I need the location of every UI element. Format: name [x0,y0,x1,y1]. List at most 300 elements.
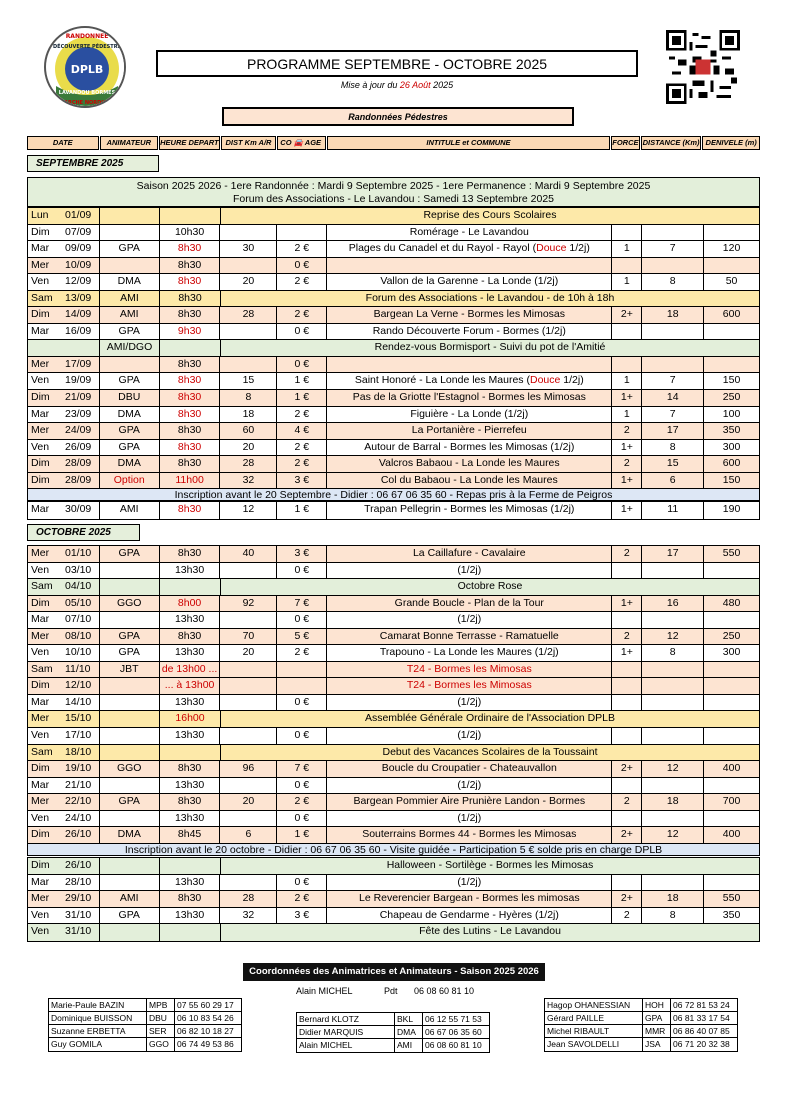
intitule-cell: Rando Découverte Forum - Bormes (1/2j) [327,324,612,340]
force-cell [612,258,642,274]
table-row [28,291,759,308]
intitule-cell: (1/2j) [327,875,612,891]
distance-cell [642,662,704,678]
date-cell: Mer 15/10 [28,711,100,727]
distance-cell [642,875,704,891]
force-cell: 2+ [612,761,642,777]
dist-ar-cell [220,324,277,340]
force-cell: 1+ [612,390,642,406]
distance-cell: 12 [642,827,704,844]
contact-code: SER [147,1025,175,1037]
heure-cell: 13h30 [160,908,221,924]
covoit-cell: 0 € [277,695,327,711]
intitule-cell: T24 - Bormes les Mimosas [327,662,612,678]
denivele-cell [704,728,759,744]
force-cell: 2+ [612,307,642,323]
denivele-cell [704,357,759,373]
denivele-cell: 600 [722,457,741,470]
contact-phone: 06 08 60 81 10 [425,1040,482,1050]
contacts-right [544,998,738,1052]
qr-code[interactable] [666,30,740,104]
date-cell: Mer 29/10 [28,891,100,907]
heure-cell: 8h30 [160,423,221,439]
heure-cell: 8h30 [160,407,221,423]
force-cell: 2 [612,546,642,562]
contact-name: Jean SAVOLDELLI [545,1038,643,1051]
distance-cell: 17 [642,423,704,439]
table-row [28,612,759,629]
dist-ar-cell [220,563,277,579]
heure-cell: 8h30 [160,291,221,307]
animateur-cell [100,711,160,727]
dplb-logo [44,26,126,108]
force-cell [612,811,642,827]
heure-cell: 8h30 [160,794,221,810]
covoit-cell: 2 € [277,307,327,323]
table-row [28,645,759,662]
contact-name: Guy GOMILA [49,1038,147,1051]
table-row [28,662,759,679]
table-row [28,546,759,563]
animateur-cell [100,924,160,941]
page-title: PROGRAMME SEPTEMBRE - OCTOBRE 2025 [156,50,638,77]
intitule-cell: Chapeau de Gendarme - Hyères (1/2j) [327,908,612,924]
table-row [28,473,759,490]
covoit-cell: 2 € [277,456,327,472]
event-cell: Reprise des Cours Scolaires [423,209,557,221]
col-intitule: INTITULE et COMMUNE [327,136,610,150]
date-cell: Mar 07/10 [28,612,100,628]
covoit-cell: 2 € [277,891,327,907]
date-cell: Mer 10/09 [28,258,100,274]
animateur-cell: Option [100,473,160,490]
table-row [28,794,759,811]
intitule-cell: Le Reverencier Bargean - Bormes les mimosas [327,891,612,907]
force-cell [612,875,642,891]
contact-row [545,1025,737,1038]
heure-cell: 8h30 [160,357,221,373]
date-cell: Dim 26/10 [28,827,100,844]
dist-ar-cell [220,728,277,744]
heure-cell: 8h30 [160,274,221,290]
animateur-cell: DMA [100,407,160,423]
animateur-cell: DMA [100,456,160,472]
dist-ar-cell [220,357,277,373]
heure-cell: 8h30 [160,373,221,389]
dist-ar-cell: 32 [220,908,277,924]
intitule-cell: (1/2j) [327,728,612,744]
table-row [28,827,759,844]
col-animateur: ANIMATEUR [100,136,159,150]
intitule-cell: T24 - Bormes les Mimosas [327,678,612,694]
contact-phone: 06 71 20 32 38 [673,1039,730,1049]
event-cell: Rendez-vous Bormisport - Suivi du pot de l'Amitié [374,341,606,354]
force-cell: 2 [612,908,642,924]
animateur-cell: DBU [100,390,160,406]
distance-cell [642,225,704,241]
table-row [28,711,759,728]
force-cell: 2 [612,456,642,472]
dist-ar-cell: 20 [220,645,277,661]
covoit-cell: 7 € [277,761,327,777]
col-distance: DISTANCE (Km) [641,136,702,150]
date-cell: Sam 04/10 [28,579,100,595]
distance-cell: 8 [642,645,704,661]
date-cell: Sam 18/10 [28,745,100,761]
contact-name: Suzanne ERBETTA [49,1025,147,1037]
animateur-cell [100,357,160,373]
animateur-cell [100,858,160,874]
distance-cell: 16 [642,596,704,612]
dist-ar-cell: 96 [220,761,277,777]
force-cell: 2+ [612,891,642,907]
inscription-note-sept: Inscription avant le 20 Septembre - Didier : 06 67 06 35 60 - Repas pris à la Ferme de Peigros [27,488,760,501]
date-cell: Mar 16/09 [28,324,100,340]
heure-cell: 13h30 [160,778,221,794]
heure-cell: 8h30 [160,502,221,519]
table-row [28,745,759,762]
contact-phone: 06 10 83 54 26 [177,1013,234,1023]
heure-cell: 8h30 [160,390,221,406]
animateur-cell: AMI [100,502,160,519]
date-cell: Ven 19/09 [28,373,100,389]
date-cell: Sam 11/10 [28,662,100,678]
denivele-cell: 480 [722,596,741,609]
intitule-cell: La Caillafure - Cavalaire [327,546,612,562]
force-cell: 2+ [612,827,642,844]
force-cell: 1 [612,407,642,423]
table-row [28,241,759,258]
animateur-cell: GGO [100,596,160,612]
intitule-cell [327,357,612,373]
heure-cell: 8h30 [160,307,221,323]
animateur-cell: GPA [100,241,160,257]
date-cell: Ven 17/10 [28,728,100,744]
heure-cell: 8h30 [160,629,221,645]
denivele-cell [704,258,759,274]
distance-cell: 14 [642,390,704,406]
heure-cell: 8h30 [160,456,221,472]
denivele-cell: 400 [722,762,741,775]
heure-cell: 13h30 [160,612,221,628]
contact-code: BKL [395,1013,423,1025]
intitule-cell: Camarat Bonne Terrasse - Ramatuelle [327,629,612,645]
animateur-cell: AMI [100,307,160,323]
date-cell: Mer 01/10 [28,546,100,562]
table-row [28,629,759,646]
table-row [28,340,759,357]
force-cell: 1 [612,241,642,257]
animateur-cell: GGO [100,761,160,777]
contact-row [49,1012,241,1025]
force-cell [612,728,642,744]
table-row [28,423,759,440]
contact-name: Bernard KLOTZ [297,1013,395,1025]
dist-ar-cell: 60 [220,423,277,439]
heure-cell: 13h30 [160,875,221,891]
force-cell: 1 [612,274,642,290]
dist-ar-cell [220,662,277,678]
heure-cell: 8h00 [160,596,221,612]
event-cell: Assemblée Générale Ordinaire de l'Association DPLB [364,712,616,725]
force-cell [612,357,642,373]
covoit-cell: 1 € [277,373,327,389]
table-row [28,324,759,341]
table-row [28,563,759,580]
animateur-cell: GPA [100,373,160,389]
animateur-cell [100,678,160,694]
covoit-cell: 1 € [277,827,327,844]
contact-row [297,1039,489,1052]
october-table-end [27,857,760,942]
denivele-cell: 100 [722,407,741,420]
intitule-cell: La Portanière - Pierrefeu [327,423,612,439]
force-cell [612,778,642,794]
contact-row [297,1013,489,1026]
contact-phone: 06 81 33 17 54 [673,1013,730,1023]
date-cell: Mar 21/10 [28,778,100,794]
denivele-cell: 300 [722,646,741,659]
distance-cell: 6 [642,473,704,490]
car-icon: 🚘 [293,138,303,147]
heure-cell: 13h30 [160,811,221,827]
distance-cell [642,778,704,794]
denivele-cell: 350 [722,908,741,921]
date-cell: Ven 10/10 [28,645,100,661]
distance-cell: 7 [642,241,704,257]
covoit-cell: 0 € [277,258,327,274]
date-cell: Dim 26/10 [28,858,100,874]
distance-cell: 11 [642,502,704,519]
date-cell: Mer 08/10 [28,629,100,645]
animateur-cell: JBT [100,662,160,678]
denivele-cell: 600 [722,308,741,321]
contact-phone: 06 86 40 07 85 [673,1026,730,1036]
contacts-middle [296,1012,490,1053]
contact-row [49,1025,241,1038]
col-date: DATE [27,136,99,150]
october-table [27,545,760,845]
covoit-cell: 0 € [277,612,327,628]
dist-ar-cell: 8 [220,390,277,406]
table-row [28,456,759,473]
contact-name: Hagop OHANESSIAN [545,999,643,1011]
contact-code: GGO [147,1038,175,1051]
dist-ar-cell: 20 [220,794,277,810]
section-subtitle: Randonnées Pédestres [222,107,574,126]
heure-cell [160,340,221,356]
covoit-cell [277,678,327,694]
contact-code: AMI [395,1039,423,1052]
contact-code: JSA [643,1038,671,1051]
date-cell: Mar 30/09 [28,502,100,519]
date-cell: Mar 14/10 [28,695,100,711]
contact-phone: 06 72 81 53 24 [673,1000,730,1010]
denivele-cell [704,612,759,628]
contact-name: Michel RIBAULT [545,1025,643,1037]
table-row [28,761,759,778]
intitule-cell: Saint Honoré - La Londe les Maures (Douce 1/2j) [327,373,612,389]
animateur-cell [100,728,160,744]
date-cell: Mar 09/09 [28,241,100,257]
dist-ar-cell [220,225,277,241]
date-cell: Mar 28/10 [28,875,100,891]
table-row [28,307,759,324]
table-row [28,357,759,374]
force-cell: 2 [612,423,642,439]
inscription-note-oct: Inscription avant le 20 octobre - Didier : 06 67 06 35 60 - Visite guidée - Participation 5 € solde pris en charge DPLB [27,843,760,856]
denivele-cell [704,678,759,694]
dist-ar-cell [220,258,277,274]
distance-cell: 8 [642,274,704,290]
animateur-cell: DMA [100,827,160,844]
denivele-cell: 300 [722,440,741,453]
date-cell: Ven 03/10 [28,563,100,579]
denivele-cell [704,875,759,891]
svg-text:LAVANDOU BORMES: LAVANDOU BORMES [58,90,116,96]
intitule-cell: (1/2j) [327,563,612,579]
intitule-cell: Grande Boucle - Plan de la Tour [327,596,612,612]
covoit-cell: 0 € [277,875,327,891]
date-cell: Sam 13/09 [28,291,100,307]
table-row [28,811,759,828]
force-cell [612,695,642,711]
denivele-cell: 550 [722,892,741,905]
event-cell: Forum des Associations - le Lavandou - de 10h à 18h [365,291,615,304]
denivele-cell [704,695,759,711]
animateur-cell [100,563,160,579]
intitule-cell: Bargean Pommier Aire Prunière Landon - Bormes [327,794,612,810]
table-row [28,891,759,908]
denivele-cell [704,811,759,827]
denivele-cell: 350 [722,424,741,437]
covoit-cell: 2 € [277,274,327,290]
force-cell: 2 [612,794,642,810]
contact-phone: 06 74 49 53 86 [177,1039,234,1049]
force-cell [612,324,642,340]
contact-phone: 06 82 10 18 27 [177,1026,234,1036]
distance-cell [642,357,704,373]
update-date: Mise à jour du 26 Août 2025 [340,80,454,90]
covoit-cell: 1 € [277,390,327,406]
date-cell: Ven 24/10 [28,811,100,827]
distance-cell: 12 [642,629,704,645]
contact-row [49,999,241,1012]
distance-cell [642,728,704,744]
covoit-cell: 2 € [277,645,327,661]
denivele-cell: 400 [722,828,741,841]
contact-name: Dominique BUISSON [49,1012,147,1024]
dist-ar-cell: 15 [220,373,277,389]
intitule-cell: (1/2j) [327,695,612,711]
september-table-end [27,501,760,520]
denivele-cell: 700 [722,795,741,808]
intitule-cell: Valcros Babaou - La Londe les Maures [327,456,612,472]
distance-cell [642,678,704,694]
table-row [28,858,759,875]
covoit-cell: 5 € [277,629,327,645]
animateur-cell [100,612,160,628]
dist-ar-cell: 20 [220,274,277,290]
animateur-cell: GPA [100,423,160,439]
heure-cell [160,858,221,874]
table-row [28,728,759,745]
svg-text:MARCHE NORDIQUE: MARCHE NORDIQUE [59,100,115,106]
date-cell: Lun 01/09 [28,208,100,224]
animateur-cell: AMI/DGO [100,340,160,356]
dist-ar-cell: 92 [220,596,277,612]
dist-ar-cell: 18 [220,407,277,423]
animateur-cell [100,875,160,891]
covoit-cell: 0 € [277,357,327,373]
dist-ar-cell [220,778,277,794]
denivele-cell: 250 [722,629,741,642]
force-cell: 1+ [612,596,642,612]
heure-cell: 13h30 [160,728,221,744]
heure-cell: 16h00 [160,711,221,727]
col-covoit: CO 🚘 AGE [277,136,326,150]
table-row [28,502,759,519]
col-dist: DIST Km A/R [221,136,277,150]
table-row [28,924,759,941]
animateur-cell [100,811,160,827]
intitule-cell [327,258,612,274]
animateur-cell: GPA [100,546,160,562]
animateur-cell: GPA [100,908,160,924]
date-cell: Dim 05/10 [28,596,100,612]
force-cell: 1 [612,373,642,389]
date-cell [28,340,100,356]
contact-code: GPA [643,1012,671,1024]
column-headers [27,136,760,150]
dist-ar-cell: 20 [220,440,277,456]
animateur-cell: GPA [100,629,160,645]
intitule-cell: Figuière - La Londe (1/2j) [327,407,612,423]
covoit-cell: 3 € [277,473,327,490]
contact-phone: 06 67 06 35 60 [425,1027,482,1037]
date-cell: Mar 23/09 [28,407,100,423]
date-cell: Dim 21/09 [28,390,100,406]
heure-cell: 8h30 [160,891,221,907]
event-cell: Debut des Vacances Scolaires de la Toussaint [382,745,598,758]
covoit-cell: 0 € [277,324,327,340]
denivele-cell [704,563,759,579]
season-note: Saison 2025 2026 - 1ere Randonnée : Mardi 9 Septembre 2025 - 1ere Permanence : Mardi 9 Septembre 2025 Forum des Associations - Le Lavandou : Samedi 13 Septembre 2025 [27,177,760,207]
force-cell: 1+ [612,440,642,456]
heure-cell: 8h30 [160,241,221,257]
covoit-cell: 2 € [277,241,327,257]
distance-cell: 7 [642,373,704,389]
date-cell: Ven 31/10 [28,908,100,924]
force-cell: 1+ [612,502,642,519]
table-row [28,695,759,712]
force-cell [612,612,642,628]
distance-cell [642,612,704,628]
contact-row [545,1012,737,1025]
intitule-cell: Autour de Barral - Bormes les Mimosas (1/2j) [327,440,612,456]
svg-text:DPLB: DPLB [70,63,104,76]
covoit-cell: 2 € [277,407,327,423]
contact-row [297,1026,489,1039]
covoit-cell: 3 € [277,908,327,924]
animateur-cell: AMI [100,291,160,307]
intitule-cell: Romérage - Le Lavandou [327,225,612,241]
table-row [28,875,759,892]
force-cell: 1+ [612,473,642,490]
contact-name: Alain MICHEL [297,1039,395,1052]
heure-cell: 8h30 [160,440,221,456]
contacts-title: Coordonnées des Animatrices et Animateurs - Saison 2025 2026 [243,963,545,981]
